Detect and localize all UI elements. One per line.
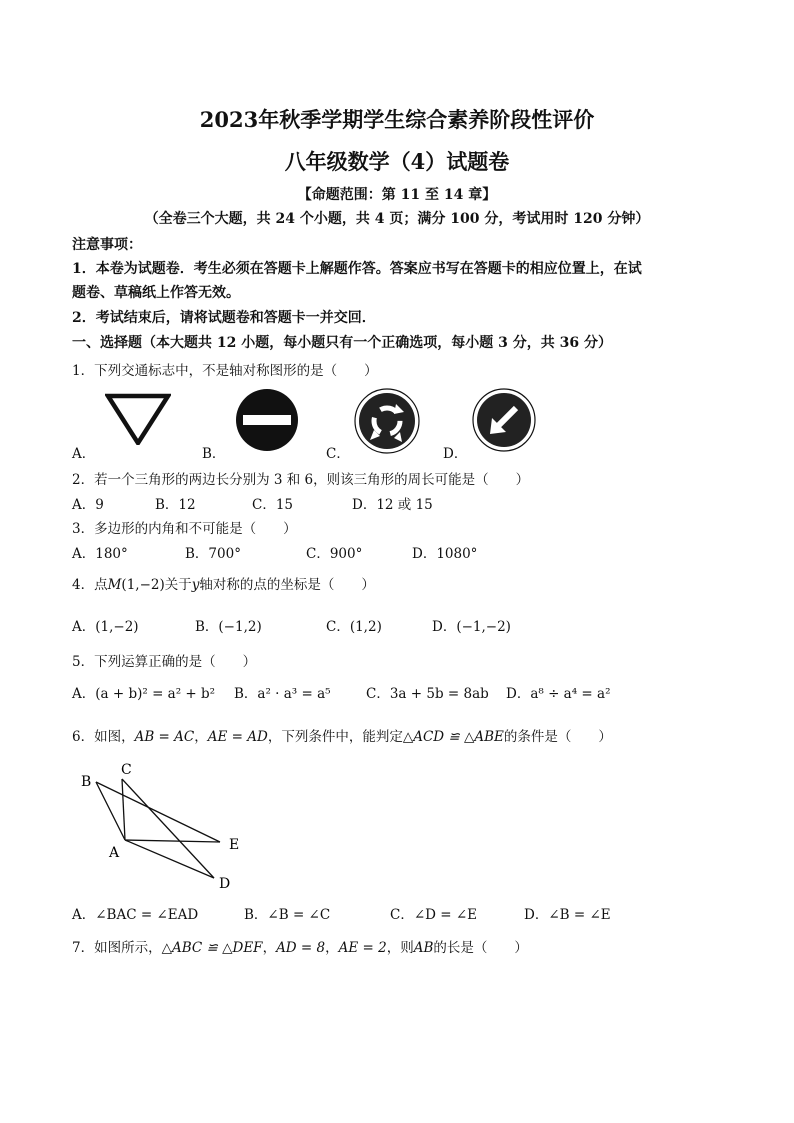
question-3-option-c: C．900°: [306, 546, 363, 562]
question-1-option-d: D．: [443, 446, 468, 462]
exam-info: （全卷三个大题，共 24 个小题，共 4 页；满分 100 分，考试用时 120 分钟）: [144, 211, 650, 227]
segment-cd: [122, 779, 214, 878]
question-6-congruence: △ACD ≌ △ABE: [402, 729, 504, 745]
segment-ae: [125, 840, 220, 842]
question-1-option-c: C．: [326, 446, 350, 462]
question-5-option-d: D．a⁸ ÷ a⁴ = a²: [506, 686, 611, 702]
question-7-stem: [72, 936, 528, 956]
figure-label-c: C: [121, 762, 132, 778]
question-7-target: AB: [413, 940, 434, 956]
question-4-option-d: D．(−1,−2): [432, 619, 511, 635]
question-5-option-a: A．(a + b)² = a² + b²: [72, 686, 216, 702]
no-entry-sign-icon: [235, 388, 299, 452]
question-6-option-b: B．∠B = ∠C: [244, 907, 331, 923]
question-7-stem-part-b: ，则: [386, 940, 414, 956]
question-2-option-b: B．12: [155, 497, 196, 513]
notes-heading: 注意事项：: [72, 237, 142, 253]
note-1-line-2: 题卷、草稿纸上作答无效。: [72, 285, 240, 301]
question-2-stem: 2．若一个三角形的两边长分别为 3 和 6，则该三角形的周长可能是（ ）: [72, 472, 530, 488]
question-7-congruence: △ABC ≌ △DEF: [161, 940, 263, 956]
section-1-heading: 一、选择题（本大题共 12 小题，每小题只有一个正确选项，每小题 3 分，共 36 分）: [72, 335, 612, 351]
question-7-stem-part-c: 的长是（ ）: [433, 940, 528, 956]
question-1-option-a: A．: [72, 446, 96, 462]
question-5-stem: 5．下列运算正确的是（ ）: [72, 654, 257, 670]
question-2-option-c: C．15: [252, 497, 294, 513]
exam-title: 2023年秋季学期学生综合素养阶段性评价: [199, 107, 595, 132]
question-6-condition-2: AE = AD: [207, 729, 268, 745]
question-4-option-a: A．(1,−2): [72, 619, 139, 635]
question-3-option-a: A．180°: [72, 546, 128, 562]
roundabout-sign-icon: [354, 388, 420, 454]
question-6-condition-1: AB = AC: [134, 729, 195, 745]
question-4-axis: y: [191, 577, 200, 593]
question-4-stem: [72, 573, 375, 593]
down-left-arrow-sign-icon: [472, 388, 536, 452]
figure-label-e: E: [229, 837, 240, 853]
segment-ad: [125, 840, 214, 878]
exam-subtitle: 八年级数学（4）试题卷: [284, 149, 510, 174]
yield-triangle-sign-icon: [105, 393, 171, 445]
question-6-figure: [72, 755, 252, 895]
question-7-separator-1: ，: [262, 940, 277, 956]
question-5-option-b: B．a² · a³ = a⁵: [234, 686, 331, 702]
segment-be: [96, 782, 220, 842]
question-7-condition-1: AD = 8: [276, 940, 326, 956]
question-3-option-b: B．700°: [185, 546, 241, 562]
figure-label-d: D: [219, 876, 231, 892]
question-1-stem: 1．下列交通标志中，不是轴对称图形的是（ ）: [72, 363, 378, 379]
question-5-option-c: C．3a + 5b = 8ab: [366, 686, 489, 702]
question-4-stem-part-c: 轴对称的点的坐标是（ ）: [199, 577, 375, 593]
question-6-option-a: A．∠BAC = ∠EAD: [72, 907, 199, 923]
segment-ba: [96, 782, 125, 840]
question-3-option-d: D．1080°: [412, 546, 478, 562]
question-4-point: M: [107, 577, 122, 593]
question-4-coords: (1,−2): [121, 577, 165, 593]
figure-label-b: B: [81, 774, 92, 790]
segment-ca: [122, 779, 125, 840]
question-2-option-d: D．12 或 15: [352, 497, 433, 513]
question-4-stem-part-a: 4．点: [72, 577, 108, 593]
question-6-stem: [72, 725, 612, 745]
question-6-stem-part-b: ，下列条件中，能判定: [267, 729, 403, 745]
question-1-option-b: B．: [202, 446, 226, 462]
question-2-option-a: A．9: [72, 497, 104, 513]
question-4-option-b: B．(−1,2): [195, 619, 262, 635]
question-7-stem-part-a: 7．如图所示，: [72, 940, 162, 956]
question-6-separator: ，: [194, 729, 208, 745]
note-1-line-1: 1．本卷为试题卷．考生必须在答题卡上解题作答。答案应书写在答题卡的相应位置上，在试: [72, 261, 642, 277]
question-6-option-d: D．∠B = ∠E: [524, 907, 611, 923]
question-6-stem-part-a: 6．如图，: [72, 729, 135, 745]
figure-label-a: A: [109, 845, 120, 861]
question-6-stem-part-c: 的条件是（ ）: [503, 729, 612, 745]
note-2: 2．考试结束后，请将试题卷和答题卡一并交回．: [72, 310, 376, 326]
question-3-stem: 3．多边形的内角和不可能是（ ）: [72, 521, 297, 537]
exam-scope: 【命题范围：第 11 至 14 章】: [297, 187, 497, 203]
question-6-option-c: C．∠D = ∠E: [390, 907, 478, 923]
question-4-option-c: C．(1,2): [326, 619, 382, 635]
question-7-separator-2: ，: [325, 940, 339, 956]
question-7-condition-2: AE = 2: [338, 940, 387, 956]
question-4-stem-part-b: 关于: [164, 577, 192, 593]
